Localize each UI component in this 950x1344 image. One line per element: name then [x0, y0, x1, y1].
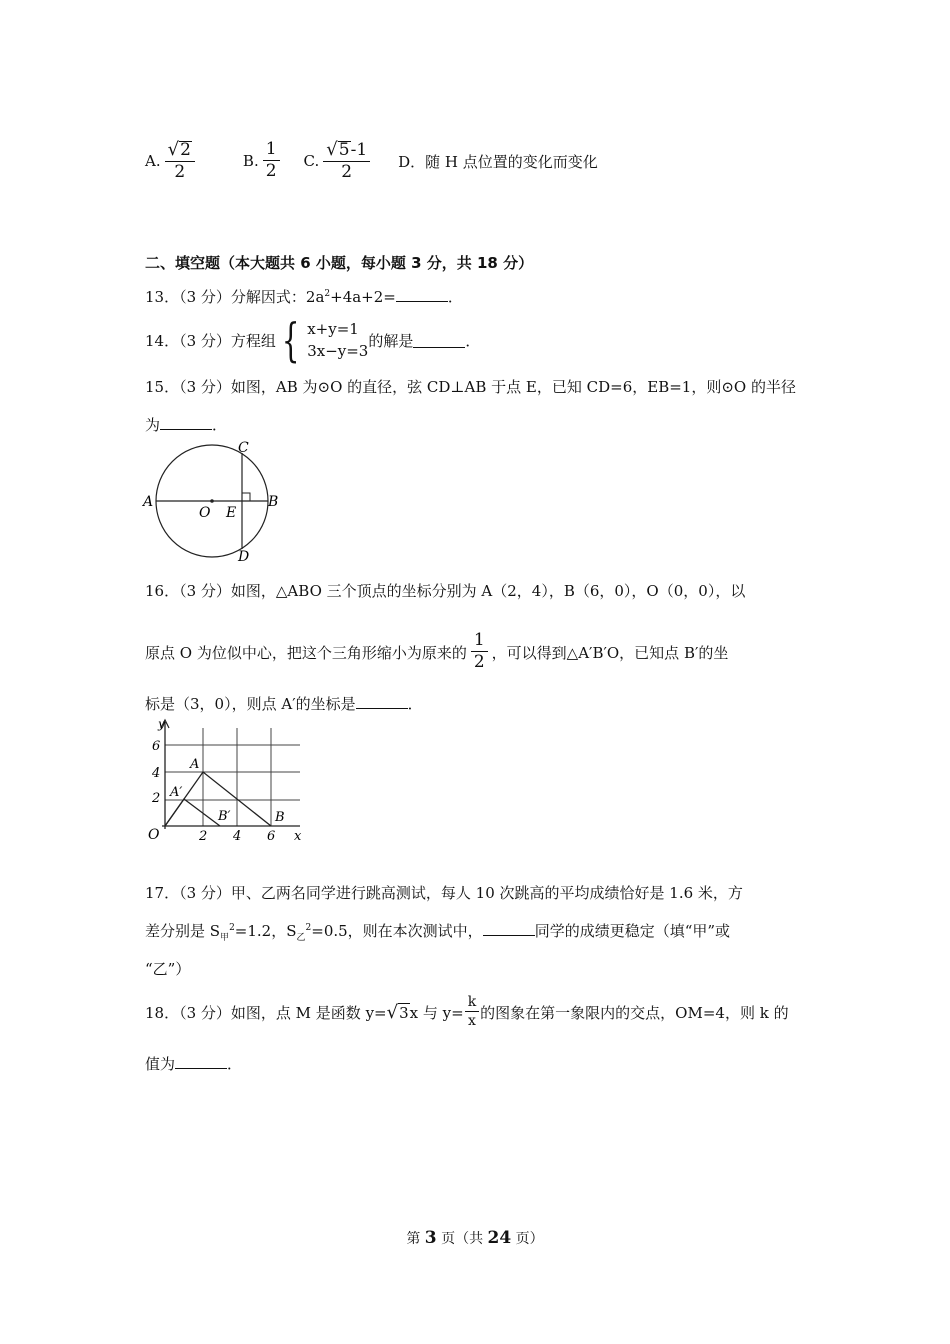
answer-blank-13 [396, 287, 448, 302]
coordinate-figure [140, 716, 310, 846]
tick-y-6: 6 [152, 739, 161, 754]
triangle-a-prime-b-prime-o [165, 799, 220, 826]
center-point [210, 499, 214, 503]
label-a: A [190, 757, 200, 772]
label-b: B [275, 810, 285, 825]
tick-y-4: 4 [152, 766, 161, 781]
question-18-line2: 值为 ． [145, 1055, 243, 1073]
axis-label-x: x [294, 829, 302, 844]
label-o: O [199, 505, 211, 521]
question-18-line1: 18．（3 分）如图，点 M 是函数 y= √ 3 x 与 y= $\frac{k}{x}$ 的图象在第一象限内的交点，OM=4，则 k 的 [145, 994, 789, 1029]
q12-options [145, 138, 598, 184]
tick-y-2: 2 [152, 791, 161, 806]
label-c: C [238, 440, 249, 456]
axis-label-y: y [158, 717, 165, 731]
label-a: A [143, 494, 154, 510]
tick-x-2: 2 [199, 829, 208, 844]
k-over-x-fraction: $\frac{k}{x}$ [465, 995, 479, 1028]
question-14: 14．（3 分）方程组 { x+y=1 3x−y=3 的解是 ． [145, 313, 481, 367]
half-fraction: $\frac{1}{2}$ [471, 632, 488, 672]
option-b-fraction: $\frac{1}{2}$ [263, 141, 280, 181]
page-total: 24 [487, 1228, 512, 1248]
question-16-line1: 16．（3 分）如图，△ABO 三个顶点的坐标分别为 A（2，4），B（6，0），O（0，0），以 [145, 582, 746, 600]
answer-blank-16 [356, 694, 408, 709]
option-d-text: D．随 H 点位置的变化而变化 [398, 152, 598, 171]
option-a-label: A. [145, 152, 161, 170]
label-b-prime: B′ [218, 809, 231, 824]
answer-blank-14 [413, 333, 465, 348]
question-17-line2: 差分别是 $S_甲^2=1.2$，$S_乙^2=0.5$，则在本次测试中， 同学的成绩更稳定（填“甲”或 [145, 922, 731, 943]
label-d: D [238, 549, 250, 565]
equation-system: { x+y=1 3x−y=3 [281, 313, 369, 367]
question-16-line2: 原点 O 为位似中心，把这个三角形缩小为原来的 $\frac{1}{2}$ ，可以得到△A′B′O，已知点 B′的坐 [145, 630, 729, 672]
label-a-prime: A′ [170, 785, 183, 800]
question-13: 13．（3 分）分解因式：$2a^2+4a+2=$ ． [145, 288, 463, 306]
answer-blank-17 [483, 921, 535, 936]
question-17-line3: “乙”） [145, 960, 191, 978]
question-16-line3: 标是（3，0），则点 A′的坐标是 ． [145, 695, 423, 713]
section-2-title: 二、填空题（本大题共 6 小题，每小题 3 分，共 18 分） [145, 254, 534, 272]
option-c-label: C. [303, 152, 320, 170]
option-c-fraction: $\frac{√5-1}{2}$ [323, 141, 370, 182]
question-17-line1: 17．（3 分）甲、乙两名同学进行跳高测试，每人 10 次跳高的平均成绩恰好是 1.6 米，方 [145, 884, 743, 902]
label-e: E [226, 505, 237, 521]
tick-x-6: 6 [267, 829, 276, 844]
option-b-label: B. [242, 152, 259, 170]
question-15-line1: 15．（3 分）如图，AB 为⊙O 的直径，弦 CD⊥AB 于点 E，已知 CD=6，EB=1，则⊙O 的半径 [145, 378, 796, 396]
label-b: B [268, 494, 279, 510]
answer-blank-15 [160, 415, 212, 430]
circle-figure [140, 440, 285, 565]
origin-label: O [148, 827, 160, 843]
option-a-fraction: $\frac{√2}{2}$ [165, 141, 195, 182]
right-angle-mark [242, 493, 250, 501]
page-number: 3 [424, 1228, 437, 1248]
question-15-line2: 为 ． [145, 416, 228, 434]
page-footer: 第 3 页（共 24 页） [406, 1228, 544, 1248]
answer-blank-18 [175, 1054, 227, 1069]
tick-x-4: 4 [233, 829, 242, 844]
